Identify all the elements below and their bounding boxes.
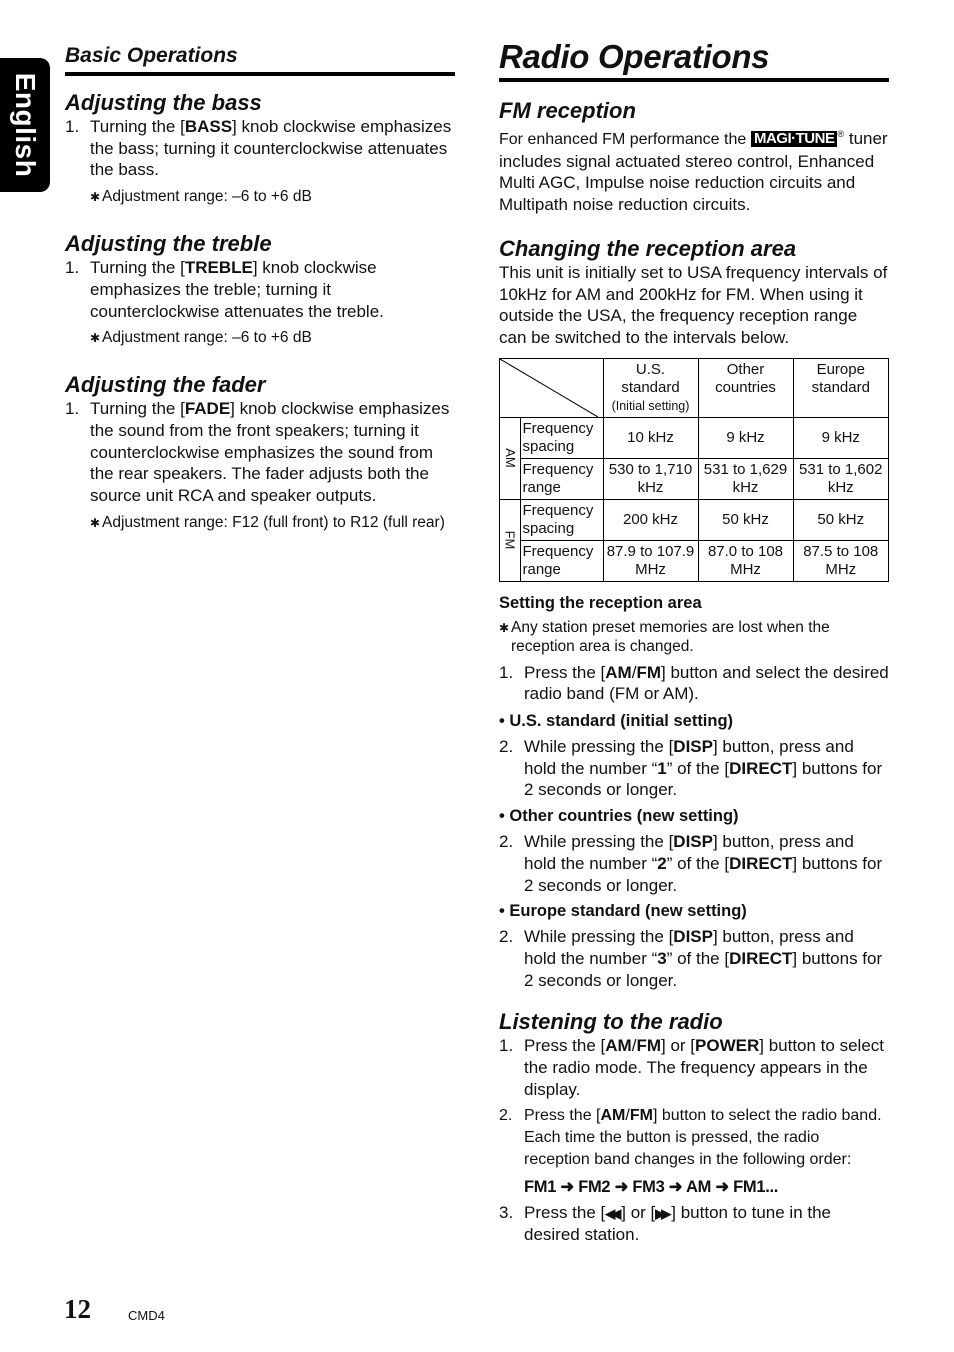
step-text: Press the [ xyxy=(524,662,606,682)
step-number: 3. xyxy=(499,1202,514,1222)
direct-key: DIRECT xyxy=(729,853,793,873)
step-number: 1. xyxy=(65,258,80,278)
step-text: / xyxy=(631,662,637,682)
step-text: ] button to select the radio band. Each time the button is pressed, the radio reception band changes in the following order: xyxy=(524,1107,882,1168)
step-text: ] or [ xyxy=(661,1036,696,1056)
setting-note: ✱ Any station preset memories are lost when the reception area is changed. xyxy=(499,618,889,656)
am-key: AM xyxy=(605,662,632,682)
europe-label: • Europe standard (new setting) xyxy=(499,902,747,921)
bass-heading: Adjusting the bass xyxy=(65,90,262,115)
number-key: 1 xyxy=(657,758,667,778)
us-label: • U.S. standard (initial setting) xyxy=(499,712,734,731)
area-heading: Changing the reception area xyxy=(499,235,797,261)
cell: 10 kHz xyxy=(603,417,698,458)
area-body: This unit is initially set to USA frequency intervals of 10kHz for AM and 200kHz for FM. When using it outside the USA, the frequency reception range can be switched to the intervals below. xyxy=(499,262,888,347)
step-text: While pressing the [ xyxy=(524,927,674,947)
disp-key: DISP xyxy=(673,832,713,852)
col-note: (Initial setting) xyxy=(611,398,690,413)
listen-heading: Listening to the radio xyxy=(499,1009,723,1035)
step-number: 1. xyxy=(499,1036,514,1056)
step-number: 2. xyxy=(499,1107,513,1125)
step-number: 2. xyxy=(499,832,514,852)
page-number: 12 xyxy=(64,1294,91,1324)
fm-text: For enhanced FM performance the xyxy=(499,131,747,148)
cell: 531 to 1,629 kHz xyxy=(698,458,793,499)
bass-key: BASS xyxy=(184,117,233,136)
step-text: Press the [ xyxy=(524,1036,606,1056)
step-text: ” of the [ xyxy=(666,948,730,968)
fader-heading: Adjusting the fader xyxy=(65,372,266,398)
step-text: / xyxy=(631,1036,637,1056)
step-number: 1. xyxy=(65,399,80,419)
step-text: Turning the [ xyxy=(90,399,185,419)
listen-step-2 xyxy=(499,1105,889,1170)
cell: 87.0 to 108 MHz xyxy=(698,540,793,581)
cell: 531 to 1,602 kHz xyxy=(793,458,889,499)
step-text: ] or [ xyxy=(621,1202,656,1222)
table-row xyxy=(500,458,889,499)
cell: 87.9 to 107.9 MHz xyxy=(603,540,698,581)
disp-key: DISP xyxy=(673,737,713,757)
listen-step-3 xyxy=(499,1202,889,1246)
col-us xyxy=(603,358,698,417)
bass-note: ✱ Adjustment range: –6 to +6 dB xyxy=(90,188,312,206)
language-label: English xyxy=(10,72,41,178)
corner-cell xyxy=(500,358,604,417)
bass-step xyxy=(65,116,455,181)
note-text: Adjustment range: –6 to +6 dB xyxy=(102,329,312,347)
magitune-logo: MAGI·TUNE xyxy=(751,131,838,147)
note-text: Any station preset memories are lost when the reception area is changed. xyxy=(511,618,830,655)
step-text: Turning the [ xyxy=(90,258,185,278)
row-label: Frequency range xyxy=(520,458,603,499)
row-label: Frequency spacing xyxy=(520,499,603,540)
step-text: ” of the [ xyxy=(666,758,730,778)
step-text: ] knob clockwise emphasizes the treble; turning it counterclockwise attenuates the treble. xyxy=(90,258,384,321)
other-label: • Other countries (new setting) xyxy=(499,807,739,826)
fm-key: FM xyxy=(636,1036,661,1056)
band-am xyxy=(500,417,521,499)
table-header-row xyxy=(500,358,889,417)
step-text: ] button, press and hold the number “ xyxy=(524,927,854,968)
area-section xyxy=(499,236,889,349)
treble-step xyxy=(65,257,455,322)
direct-key: DIRECT xyxy=(729,948,793,968)
step-text: ] button, press and hold the number “ xyxy=(524,832,854,873)
cell: 50 kHz xyxy=(793,499,889,540)
step-text: ] button to select the radio mode. The frequency appears in the display. xyxy=(524,1036,884,1099)
diagonal-line xyxy=(500,359,598,417)
step-text: ] buttons for 2 seconds or longer. xyxy=(524,948,883,990)
step-text: While pressing the [ xyxy=(524,832,674,852)
registered-mark: ® xyxy=(837,129,845,139)
section-title: Basic Operations xyxy=(65,44,455,76)
number-key: 3 xyxy=(657,948,667,968)
step-number: 2. xyxy=(499,927,514,947)
fader-step xyxy=(65,398,455,507)
step-text: ] button to tune in the desired station. xyxy=(524,1202,832,1245)
fade-key: FADE xyxy=(184,399,231,419)
am-key: AM xyxy=(600,1107,626,1125)
cell: 87.5 to 108 MHz xyxy=(793,540,889,581)
cell: 200 kHz xyxy=(603,499,698,540)
disp-key: DISP xyxy=(673,927,713,947)
power-key: POWER xyxy=(695,1036,760,1056)
right-column xyxy=(499,38,889,1246)
treble-key: TREBLE xyxy=(184,258,253,278)
step-text: ] buttons for 2 seconds or longer. xyxy=(524,758,883,800)
setting-section xyxy=(499,592,889,992)
note-text: Adjustment range: F12 (full front) to R12 (full rear) xyxy=(102,513,445,531)
left-column xyxy=(65,44,455,533)
step-text: While pressing the [ xyxy=(524,737,674,757)
row-label: Frequency range xyxy=(520,540,603,581)
fader-section xyxy=(65,372,455,533)
bass-section xyxy=(65,90,455,207)
table-row xyxy=(500,499,889,540)
direct-key: DIRECT xyxy=(729,758,793,778)
step-number: 2. xyxy=(499,737,514,757)
treble-section xyxy=(65,231,455,348)
us-step xyxy=(499,736,889,801)
treble-note: ✱ Adjustment range: –6 to +6 dB xyxy=(90,329,312,347)
step-text: ] button, press and hold the number “ xyxy=(524,737,854,778)
cell: 530 to 1,710 kHz xyxy=(603,458,698,499)
step-text: ] knob clockwise emphasizes the bass; turning it counterclockwise attenuates the bass. xyxy=(90,117,452,180)
step-text: / xyxy=(625,1107,630,1125)
fm-section xyxy=(499,98,889,216)
am-key: AM xyxy=(605,1036,632,1056)
fast-forward-icon: ▶▶ xyxy=(655,1205,668,1221)
cell: 9 kHz xyxy=(698,417,793,458)
fm-key: FM xyxy=(636,662,661,682)
row-label: Frequency spacing xyxy=(520,417,603,458)
step-text: Press the [ xyxy=(524,1107,601,1125)
col-other: Other countries xyxy=(698,358,793,417)
setting-step-1 xyxy=(499,662,889,705)
model-code: CMD4 xyxy=(128,1308,165,1323)
treble-heading: Adjusting the treble xyxy=(65,231,272,257)
fm-heading: FM reception xyxy=(499,98,636,123)
band-label: AM xyxy=(502,448,518,468)
frequency-table xyxy=(499,358,889,582)
setting-heading: Setting the reception area xyxy=(499,593,702,612)
band-sequence: FM1 ➜ FM2 ➜ FM3 ➜ AM ➜ FM1... xyxy=(524,1177,779,1196)
band-label: FM xyxy=(502,530,518,550)
fm-body xyxy=(499,124,889,216)
cell: 50 kHz xyxy=(698,499,793,540)
step-text: ] knob clockwise emphasizes the sound from the front speakers; turning it counterclockwise emphasizes the sound from the rear speakers. The fader adjusts both the source unit RCA and speaker outputs. xyxy=(90,399,450,506)
fm-key: FM xyxy=(629,1107,653,1125)
table-row xyxy=(500,417,889,458)
col-label: U.S. standard xyxy=(621,360,680,396)
step-text: ] buttons for 2 seconds or longer. xyxy=(524,853,883,895)
europe-step xyxy=(499,926,889,991)
col-europe: Europe standard xyxy=(793,358,889,417)
step-text: ] button and select the desired radio band (FM or AM). xyxy=(524,662,889,704)
step-text: ” of the [ xyxy=(666,853,730,873)
listen-step-1 xyxy=(499,1035,889,1100)
listen-section xyxy=(499,1009,889,1246)
band-fm xyxy=(500,499,521,581)
cell: 9 kHz xyxy=(793,417,889,458)
language-tab xyxy=(0,58,50,192)
step-number: 1. xyxy=(65,117,80,136)
rewind-icon: ◀◀ xyxy=(605,1205,618,1221)
step-number: 1. xyxy=(499,662,514,682)
page-title: Radio Operations xyxy=(499,38,889,82)
fader-note: ✱ Adjustment range: F12 (full front) to R12 (full rear) xyxy=(90,513,445,531)
fm-text: tuner includes signal actuated stereo control, Enhanced Multi AGC, Impulse noise reduction circuits and Multipath noise reduction circuits. xyxy=(499,129,888,215)
note-text: Adjustment range: –6 to +6 dB xyxy=(102,188,312,206)
step-text: Turning the [ xyxy=(90,117,185,136)
step-text: Press the [ xyxy=(524,1202,606,1222)
number-key: 2 xyxy=(657,853,667,873)
table-row xyxy=(500,540,889,581)
other-step xyxy=(499,831,889,896)
